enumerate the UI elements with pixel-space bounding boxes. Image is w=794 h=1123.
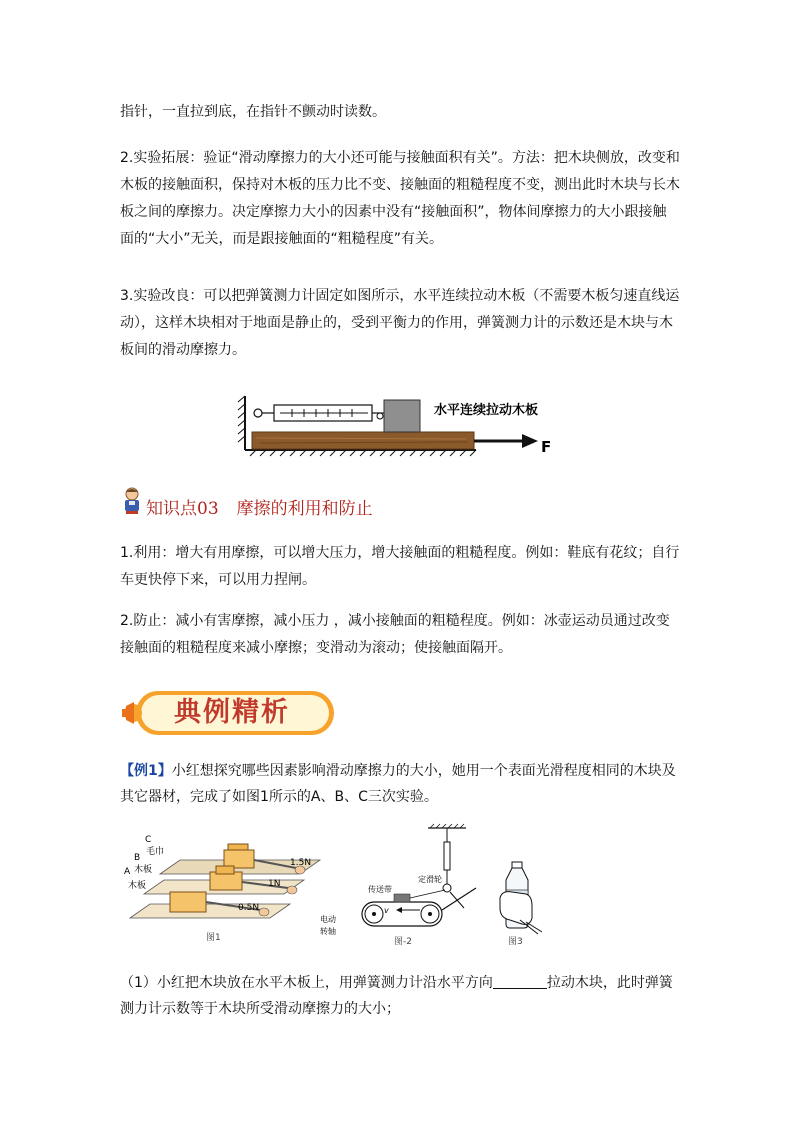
knowledge-point-title: 摩擦的利用和防止 (236, 499, 373, 519)
teacher-icon (120, 486, 144, 514)
fig2-motor-label-1: 电动 (320, 915, 336, 924)
fig1-label-c: C (145, 835, 152, 845)
example-tag: 【例1】 (120, 763, 172, 779)
paragraph-friction-prevent: 2.防止：减小有害摩擦，减小压力 ，减小接触面的粗糙程度。例如：冰壶运动员通过改变接触面的粗糙程度来减小摩擦；变滑动为滚动；使接触面隔开。 (120, 613, 670, 656)
fig1-label-b: B (134, 853, 141, 863)
fig3-caption: 图3 (508, 937, 523, 947)
fig2-motor-label-2: 转轴 (320, 927, 336, 936)
paragraph-experiment-improvement: 3.实验改良：可以把弹簧测力计固定如图所示，水平连续拉动木板（不需要木板匀速直线运动），这样木块相对于地面是静止的，受到平衡力的作用，弹簧测力计的示数还是木块与木板间的滑动摩擦力。 (120, 288, 680, 358)
answer-blank[interactable] (493, 974, 547, 989)
force-label: F (541, 438, 552, 456)
fig1-label-a: A (124, 867, 131, 877)
fig2-caption: 图-2 (394, 937, 412, 947)
fig1-reading-b: 1N (268, 879, 281, 889)
improved-experiment-figure (236, 392, 566, 462)
paragraph-friction-use: 1.利用：增大有用摩擦，可以增大压力，增大接触面的粗糙程度。例如：鞋底有花纹；自行车更快停下来，可以用力捏闸。 (120, 545, 680, 588)
paragraph-reading-pointer: 指针，一直拉到底，在指针不颤动时读数。 (120, 104, 386, 120)
figure-3-bottle (492, 860, 544, 950)
typical-examples-banner (122, 688, 338, 738)
fig1-reading-a: 0.5N (238, 903, 260, 913)
question-1-after: 拉动木块，此时弹簧测力计示数等于木块所受滑动摩擦力的大小； (120, 975, 673, 1017)
figure-1-experiments (120, 832, 326, 950)
wall-hatch (238, 396, 245, 442)
example-body: 小红想探究哪些因素影响滑动摩擦力的大小，她用一个表面光滑程度相同的木块及其它器材，完成了如图1所示的A、B、C三次实验。 (120, 763, 676, 805)
example-1-text (120, 758, 680, 810)
question-1-before: （1）小红把木块放在水平木板上，用弹簧测力计沿水平方向 (120, 975, 493, 991)
question-1 (120, 970, 680, 1022)
knowledge-point-number: 知识点03 (146, 499, 219, 519)
fig1-caption: 图1 (206, 933, 221, 943)
paragraph-experiment-extension: 2.实验拓展：验证“滑动摩擦力的大小还可能与接触面积有关”。方法：把木块侧放，改变和木板的接触面积，保持对木板的压力比不变、接触面的粗糙程度不变，测出此时木块与长木板之间的摩擦力。决定摩擦力大小的因素中没有“接触面积”，物体间摩擦力的大小跟接触面的“大小”无关，而是跟接触面的“粗糙程度”有关。 (120, 150, 680, 247)
banner-text: 典例精析 (174, 697, 290, 728)
fig2-pulley-label: 定滑轮 (418, 875, 442, 884)
wall-hook (254, 409, 262, 417)
fig1-reading-c: 1.5N (290, 858, 312, 868)
knowledge-point-heading (146, 494, 373, 519)
pull-board-label: 水平连续拉动木板 (434, 403, 539, 418)
fig2-velocity-label: v (384, 906, 389, 915)
fig2-belt-label: 传送带 (368, 885, 392, 894)
fig1-label-board-a: 木板 (128, 881, 147, 891)
fig1-label-towel: 毛巾 (146, 847, 165, 857)
figure-2-conveyor (318, 822, 478, 950)
wooden-board (252, 432, 474, 449)
fig1-label-board-b: 木板 (134, 865, 153, 875)
wooden-block (384, 400, 420, 432)
